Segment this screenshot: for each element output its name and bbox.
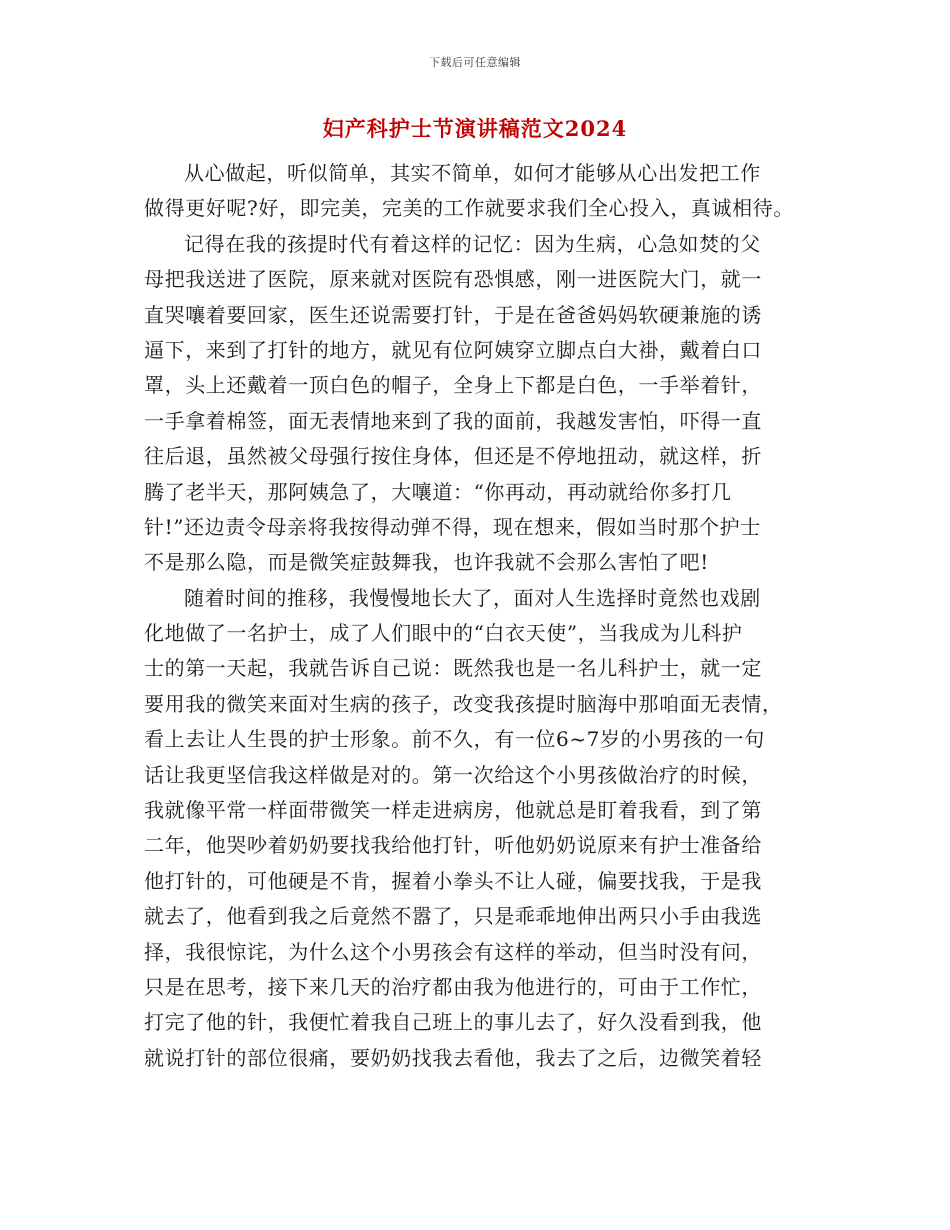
document-title: 妇产科护士节演讲稿范文2024	[322, 116, 628, 141]
text-line: 他打针的，可他硬是不肯，握着小拳头不让人碰，偏要找我，于是我	[144, 868, 762, 893]
paragraph-3	[144, 581, 824, 1076]
text-line: 一手拿着棉签，面无表情地来到了我的面前，我越发害怕，吓得一直	[144, 408, 762, 433]
text-line: 我就像平常一样面带微笑一样走进病房，他就总是盯着我看，到了第	[144, 798, 762, 823]
text-line: 往后退，虽然被父母强行按住身体，但还是不停地扭动，就这样，折	[144, 444, 762, 469]
text-line: 记得在我的孩提时代有着这样的记忆：因为生病，心急如焚的父	[184, 231, 761, 256]
text-line: 逼下，来到了打针的地方，就见有位阿姨穿立脚点白大褂，戴着白口	[144, 337, 762, 362]
text-line: 士的第一天起，我就告诉自己说：既然我也是一名儿科护士，就一定	[144, 656, 762, 681]
header-note: 下载后可任意编辑	[429, 56, 521, 69]
text-line: 要用我的微笑来面对生病的孩子，改变我孩提时脑海中那咱面无表情，	[144, 691, 783, 716]
text-line: 随着时间的推移，我慢慢地长大了，面对人生选择时竟然也戏剧	[184, 585, 761, 610]
text-line: 化地做了一名护士，成了人们眼中的“白衣天使”，当我成为儿科护	[144, 621, 743, 646]
text-line: 二年，他哭吵着奶奶要找我给他打针，听他奶奶说原来有护士准备给	[144, 833, 762, 858]
paragraph-2	[144, 227, 824, 581]
text-line: 做得更好呢?好，即完美，完美的工作就要求我们全心投入，真诚相待。	[144, 196, 794, 221]
text-line: 就去了，他看到我之后竟然不嚣了，只是乖乖地伸出两只小手由我选	[144, 904, 762, 929]
document-body	[144, 156, 824, 1076]
text-line: 腾了老半天，那阿姨急了，大嚷道：“你再动，再动就给你多打几	[144, 479, 732, 504]
text-line: 针!”还边责令母亲将我按得动弹不得，现在想来，假如当时那个护士	[144, 514, 761, 539]
text-line: 不是那么隐，而是微笑症鼓舞我，也许我就不会那么害怕了吧!	[144, 550, 709, 575]
text-line: 从心做起，听似简单，其实不简单，如何才能够从心出发把工作	[184, 161, 761, 185]
text-line: 就说打针的部位很痛，要奶奶找我去看他，我去了之后，边微笑着轻	[144, 1045, 762, 1070]
text-line: 母把我送进了医院，原来就对医院有恐惧感，刚一进医院大门，就一	[144, 267, 762, 292]
text-line: 打完了他的针，我便忙着我自己班上的事儿去了，好久没看到我，他	[144, 1010, 762, 1035]
text-line: 看上去让人生畏的护士形象。前不久，有一位6~7岁的小男孩的一句	[144, 727, 765, 752]
text-line: 话让我更坚信我这样做是对的。第一次给这个小男孩做治疗的时候，	[144, 762, 762, 787]
paragraph-1	[144, 156, 824, 227]
text-line: 直哭嚷着要回家，医生还说需要打针，于是在爸爸妈妈软硬兼施的诱	[144, 302, 762, 327]
text-line: 只是在思考，接下来几天的治疗都由我为他进行的，可由于工作忙，	[144, 974, 762, 999]
text-line: 罩，头上还戴着一顶白色的帽子，全身上下都是白色，一手举着针，	[144, 373, 762, 398]
text-line: 择，我很惊诧，为什么这个小男孩会有这样的举动，但当时没有问，	[144, 939, 762, 964]
